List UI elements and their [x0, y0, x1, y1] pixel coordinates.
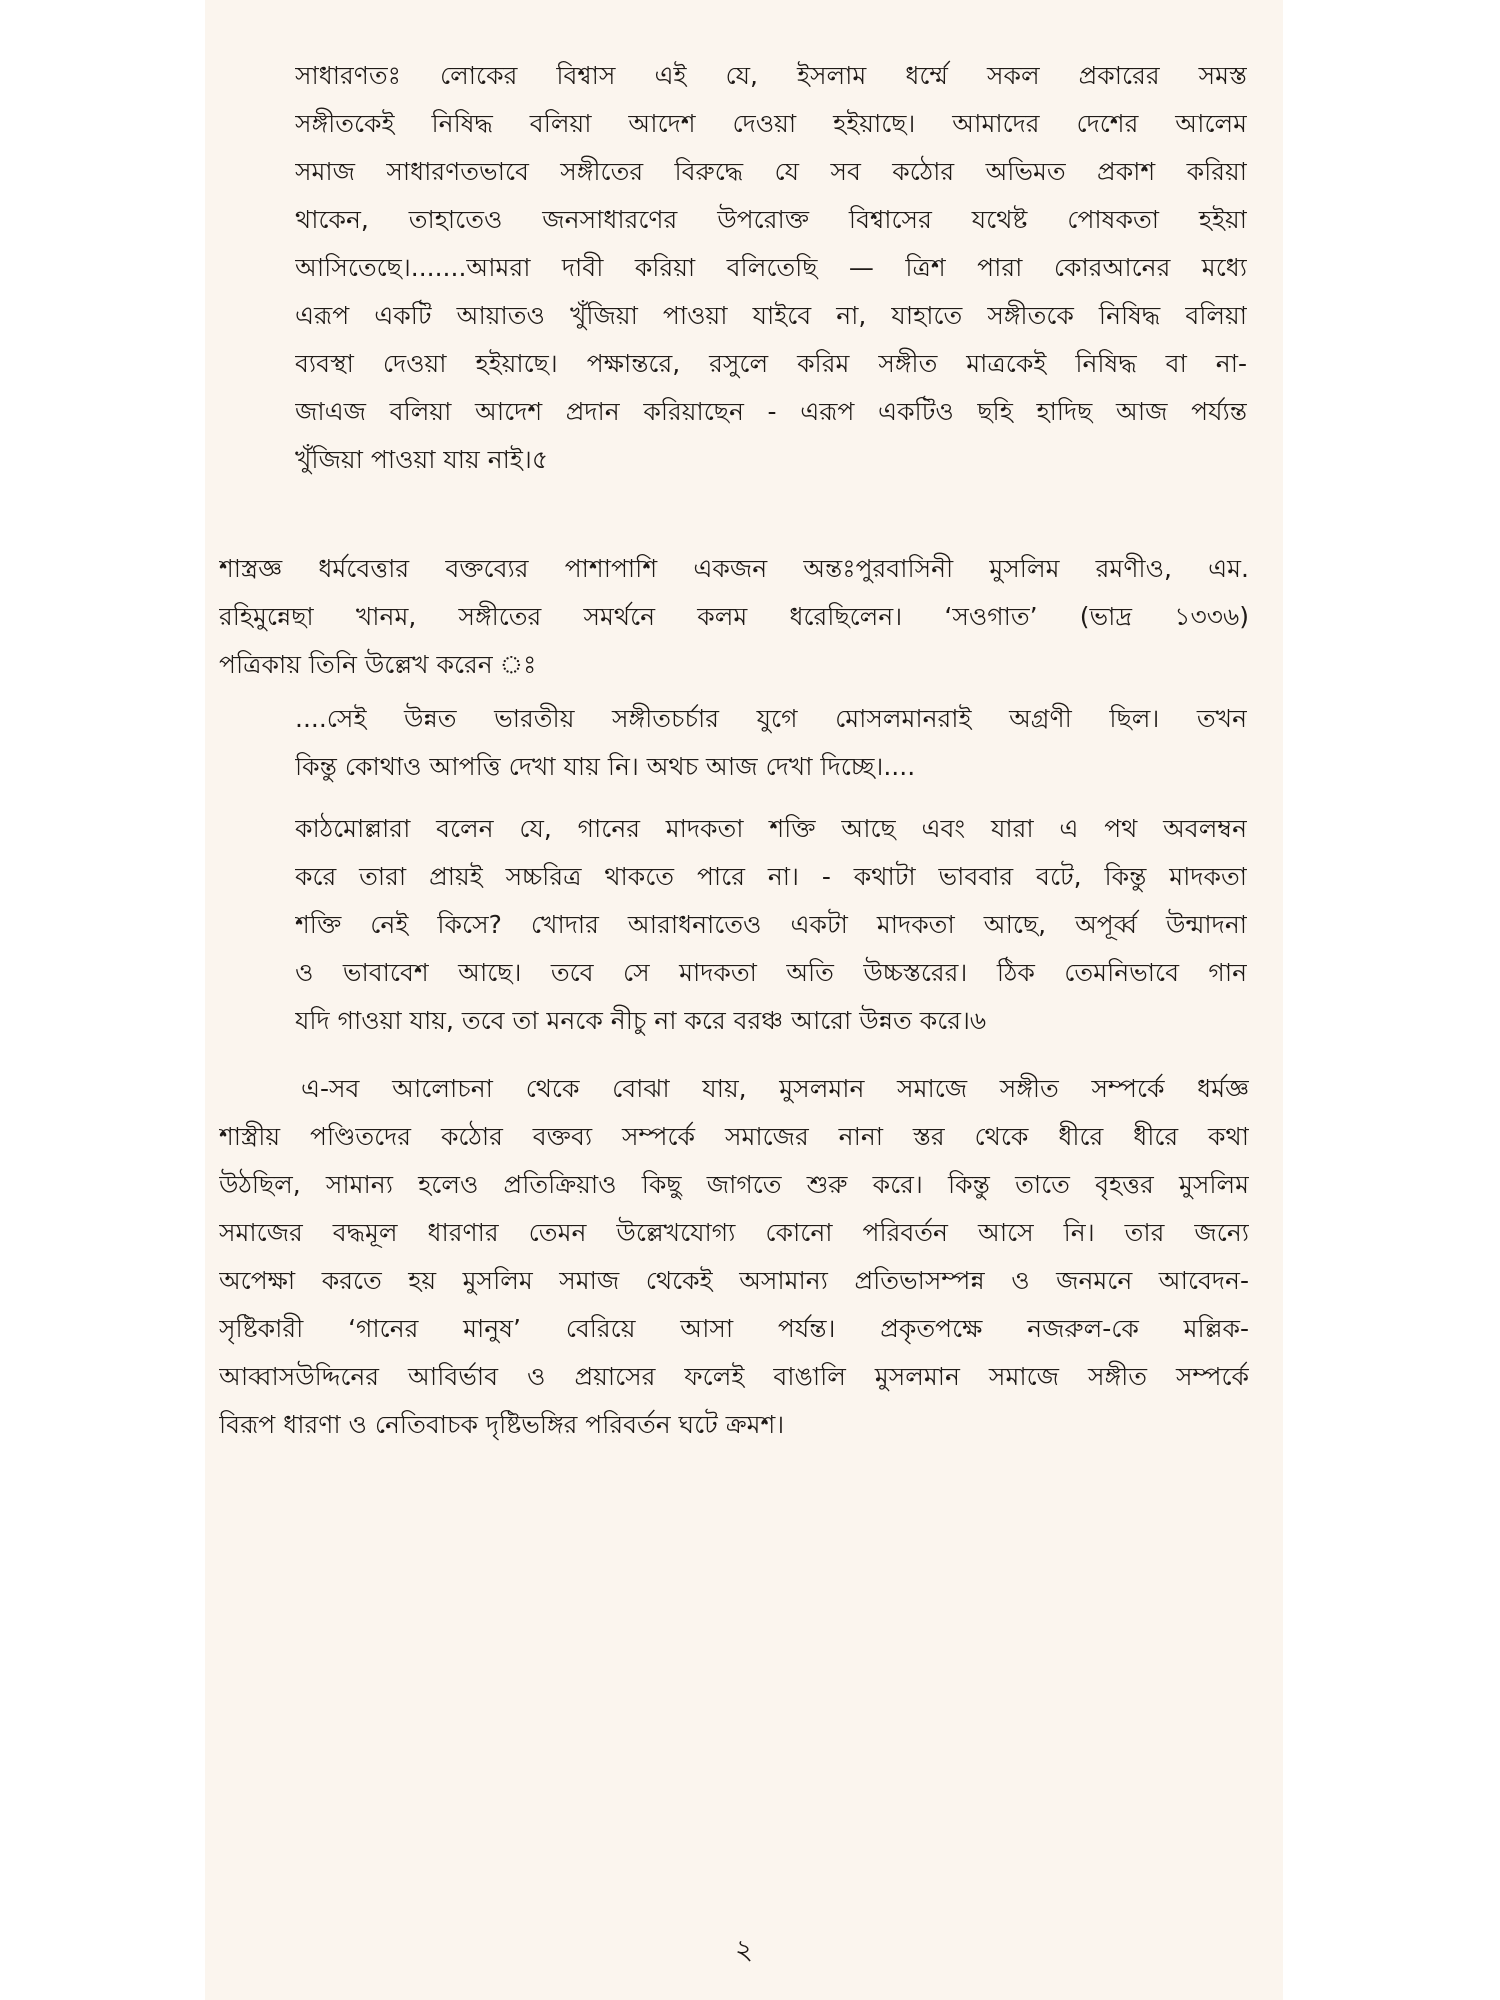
quote-block-2-part-1 — [295, 695, 1247, 791]
text-line: শক্তি নেই কিসে? খোদার আরাধনাতেও একটা মাদকতা আছে, অপূর্ব্ব উন্মাদনা — [295, 910, 1247, 939]
quote-block-2-part-2 — [295, 805, 1247, 1045]
text-line: কিন্তু কোথাও আপত্তি দেখা যায় নি। অথচ আজ দেখা দিচ্ছে।.... — [295, 752, 916, 781]
text-line: থাকেন, তাহাতেও জনসাধারণের উপরোক্ত বিশ্বাসের যথেষ্ট পোষকতা হইয়া — [295, 205, 1247, 234]
text-line: ....সেই উন্নত ভারতীয় সঙ্গীতচর্চার যুগে মোসলমানরাই অগ্রণী ছিল। তখন — [295, 704, 1247, 733]
text-line: এ-সব আলোচনা থেকে বোঝা যায়, মুসলমান সমাজে সঙ্গীত সম্পর্কে ধর্মজ্ঞ — [301, 1074, 1249, 1103]
text-line: সমাজের বদ্ধমূল ধারণার তেমন উল্লেখযোগ্য কোনো পরিবর্তন আসে নি। তার জন্যে — [219, 1218, 1249, 1247]
text-line: বিরূপ ধারণা ও নেতিবাচক দৃষ্টিভঙ্গির পরিবর্তন ঘটে ক্রমশ। — [219, 1410, 785, 1439]
text-line: রহিমুন্নেছা খানম, সঙ্গীতের সমর্থনে কলম ধরেছিলেন। ‘সওগাত’ (ভাদ্র ১৩৩৬) — [219, 602, 1249, 631]
text-line: অপেক্ষা করতে হয় মুসলিম সমাজ থেকেই অসামান্য প্রতিভাসম্পন্ন ও জনমনে আবেদন- — [219, 1266, 1249, 1295]
text-line: আব্বাসউদ্দিনের আবির্ভাব ও প্রয়াসের ফলেই বাঙালি মুসলমান সমাজে সঙ্গীত সম্পর্কে — [219, 1362, 1249, 1391]
book-page — [205, 0, 1283, 2000]
text-line: পত্রিকায় তিনি উল্লেখ করেন ঃ — [219, 650, 537, 679]
text-line: সঙ্গীতকেই নিষিদ্ধ বলিয়া আদেশ দেওয়া হইয়াছে। আমাদের দেশের আলেম — [295, 109, 1247, 138]
text-line: ও ভাবাবেশ আছে। তবে সে মাদকতা অতি উচ্চস্তরের। ঠিক তেমনিভাবে গান — [295, 958, 1247, 987]
intro-paragraph — [219, 545, 1249, 689]
text-line: জাএজ বলিয়া আদেশ প্রদান করিয়াছেন - এরূপ একটিও ছহি হাদিছ আজ পর্য্যন্ত — [295, 397, 1247, 426]
text-line: ব্যবস্থা দেওয়া হইয়াছে। পক্ষান্তরে, রসুলে করিম সঙ্গীত মাত্রকেই নিষিদ্ধ বা না- — [295, 349, 1247, 378]
text-line: সাধারণতঃ লোকের বিশ্বাস এই যে, ইসলাম ধর্ম্মে সকল প্রকারের সমস্ত — [295, 61, 1247, 90]
body-paragraph — [219, 1065, 1249, 1449]
text-line: কাঠমোল্লারা বলেন যে, গানের মাদকতা শক্তি আছে এবং যারা এ পথ অবলম্বন — [295, 814, 1247, 843]
text-line: উঠছিল, সামান্য হলেও প্রতিক্রিয়াও কিছু জাগতে শুরু করে। কিন্তু তাতে বৃহত্তর মুসলিম — [219, 1170, 1249, 1199]
text-line: করে তারা প্রায়ই সচ্চরিত্র থাকতে পারে না। - কথাটা ভাববার বটে, কিন্তু মাদকতা — [295, 862, 1247, 891]
text-line: সৃষ্টিকারী ‘গানের মানুষ’ বেরিয়ে আসা পর্যন্ত। প্রকৃতপক্ষে নজরুল-কে মল্লিক- — [219, 1314, 1249, 1343]
text-line: শাস্ত্রজ্ঞ ধর্মবেত্তার বক্তব্যের পাশাপাশি একজন অন্তঃপুরবাসিনী মুসলিম রমণীও, এম. — [219, 554, 1249, 583]
text-line: যদি গাওয়া যায়, তবে তা মনকে নীচু না করে বরঞ্চ আরো উন্নত করে।৬ — [295, 1006, 987, 1035]
text-line: সমাজ সাধারণতভাবে সঙ্গীতের বিরুদ্ধে যে সব কঠোর অভিমত প্রকাশ করিয়া — [295, 157, 1247, 186]
quote-block-1 — [295, 52, 1247, 484]
text-line: এরূপ একটি আয়াতও খুঁজিয়া পাওয়া যাইবে না, যাহাতে সঙ্গীতকে নিষিদ্ধ বলিয়া — [295, 301, 1247, 330]
text-line: আসিতেছে।.......আমরা দাবী করিয়া বলিতেছি — ত্রিশ পারা কোরআনের মধ্যে — [295, 253, 1247, 282]
page-number: ২ — [734, 1933, 754, 1966]
text-line: শাস্ত্রীয় পণ্ডিতদের কঠোর বক্তব্য সম্পর্কে সমাজের নানা স্তর থেকে ধীরে ধীরে কথা — [219, 1122, 1249, 1151]
text-line: খুঁজিয়া পাওয়া যায় নাই।৫ — [295, 445, 549, 474]
